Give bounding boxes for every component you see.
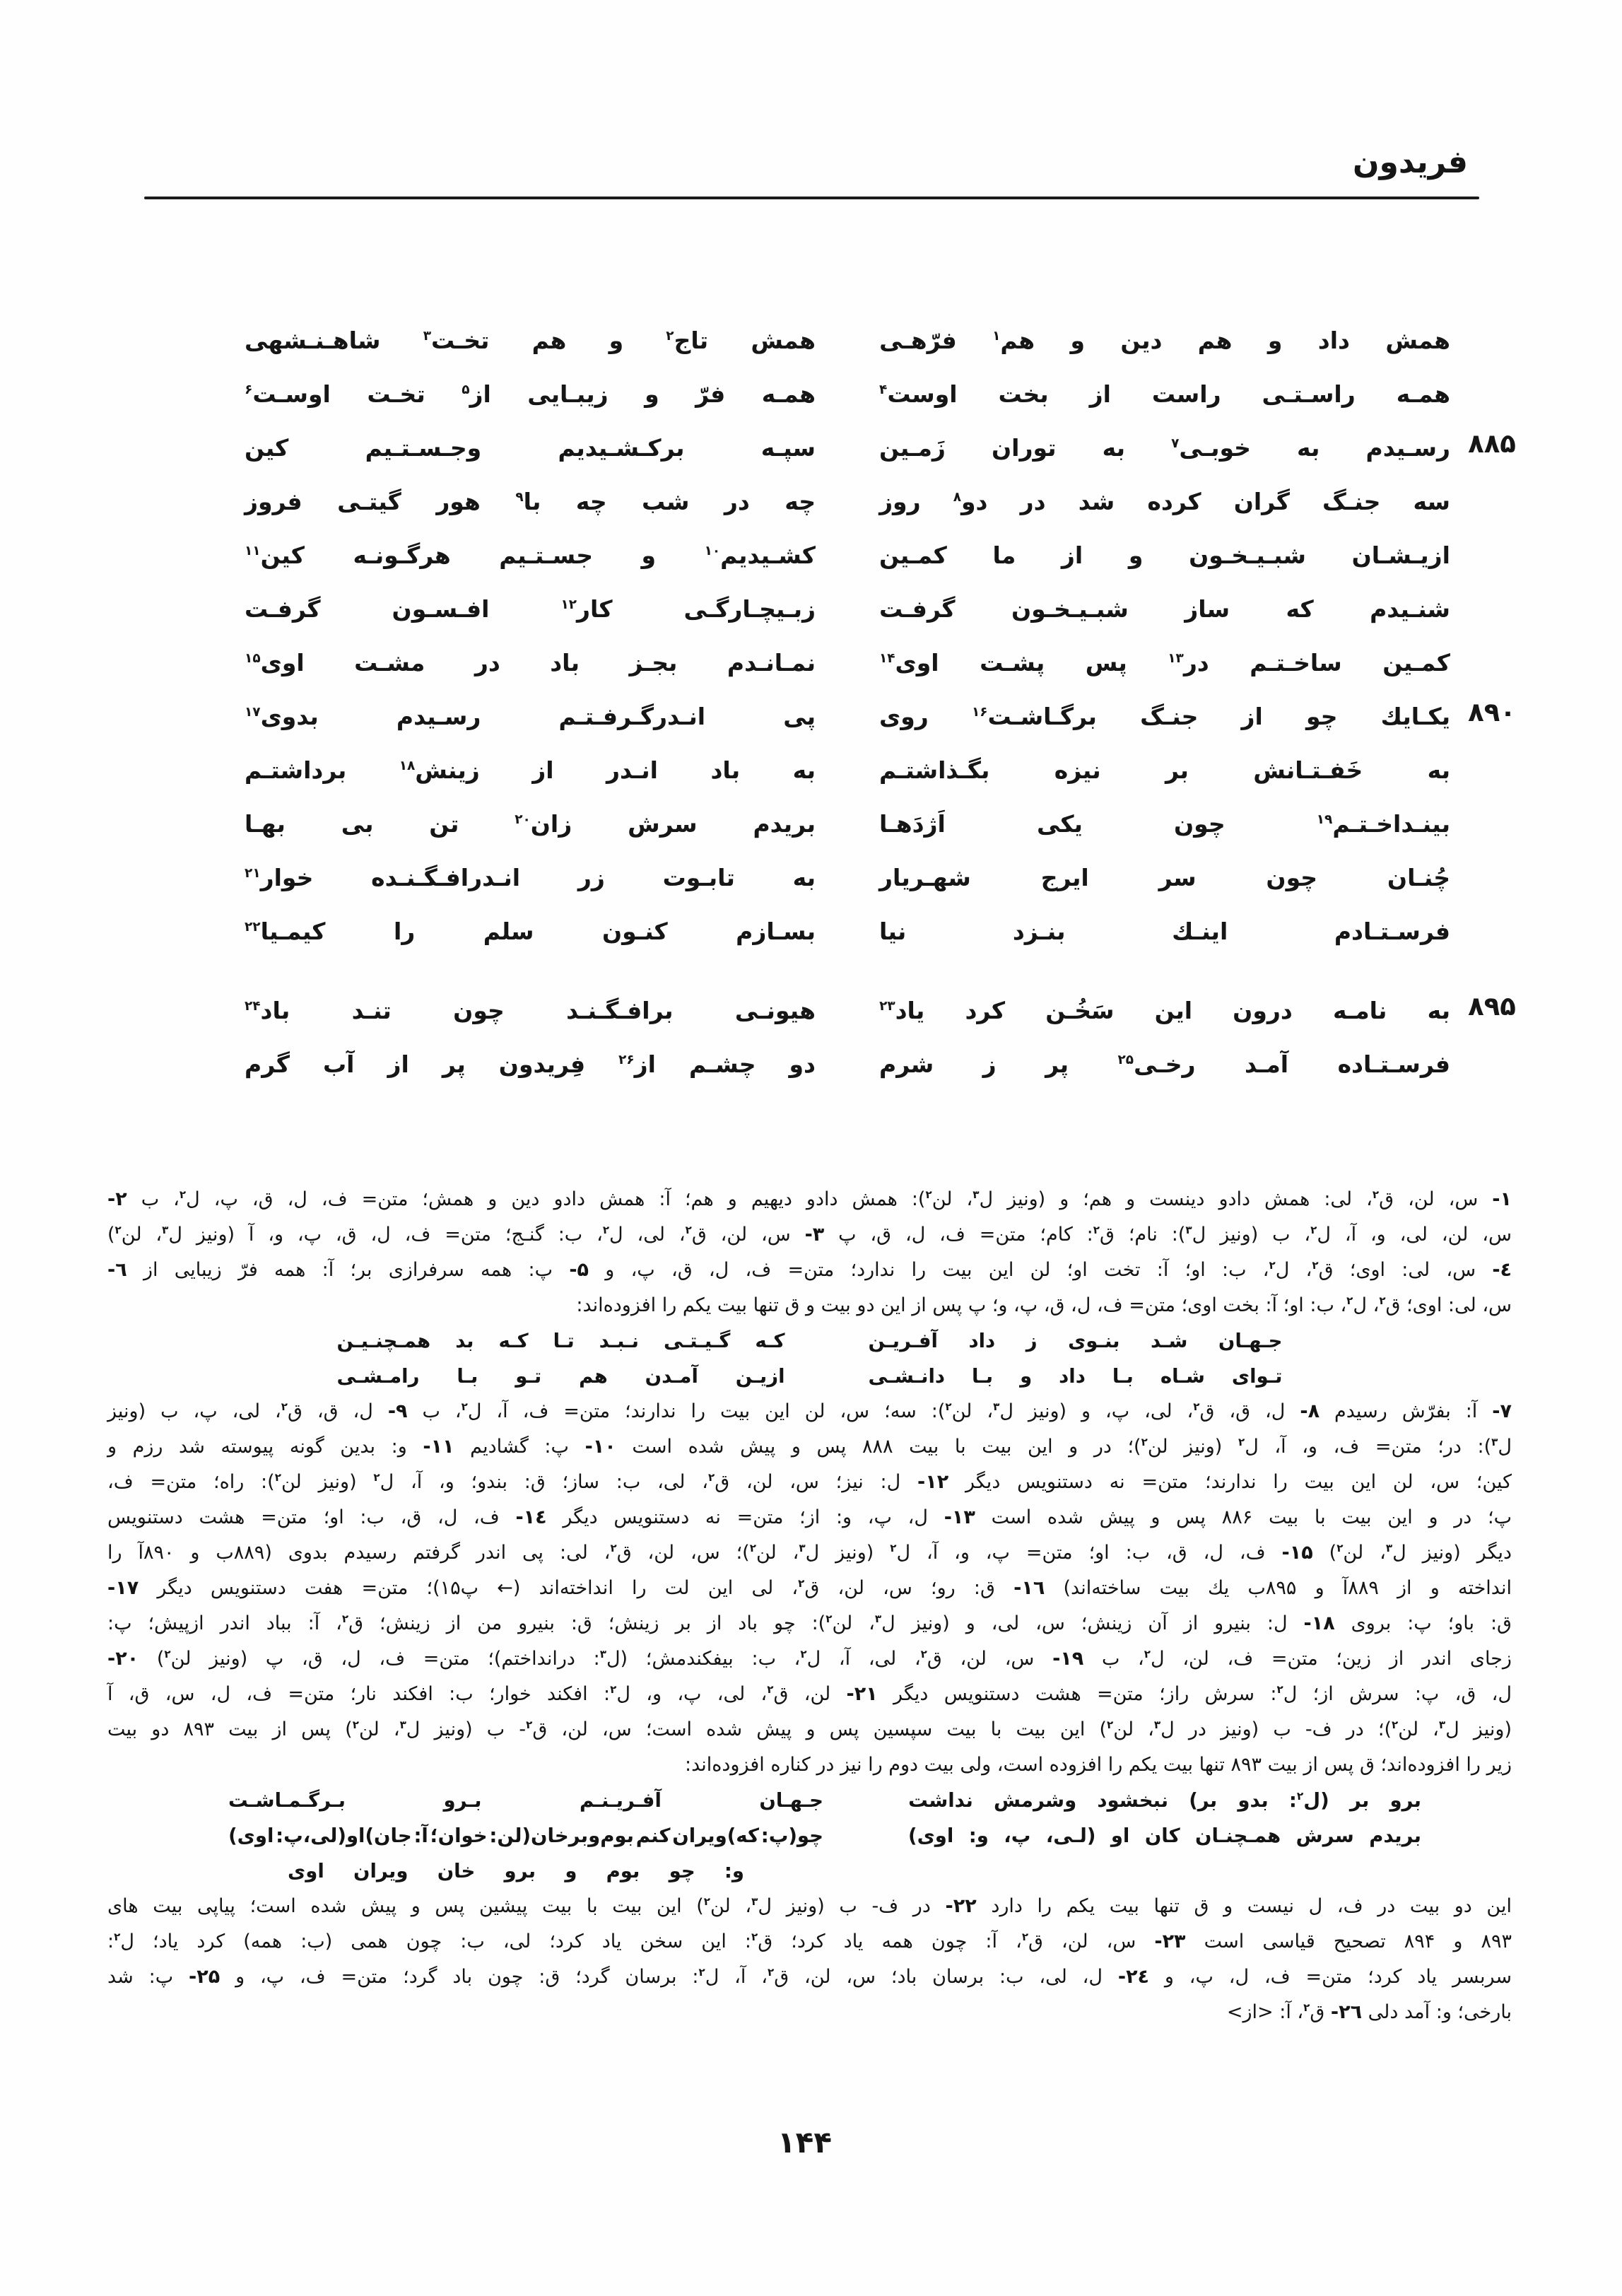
verse-number: ۸۸۵ <box>1468 428 1516 459</box>
poem <box>0 314 1622 1091</box>
apparatus-line: زجای اندر از زین؛ متن= ف، لن، ل$^۲$، ب ۱۹- س، لن، ق$^۲$، لی، آ، ل$^۲$، ب: بیفکندمش؛ (ل$^۳$: درانداختم)؛ متن= ف، ل، ق، پ (ونیز لن$^۲$) ۲۰- <box>107 1648 1512 1670</box>
poem-row <box>0 368 1622 421</box>
apparatus-verse-right: تـوای شـاه بـا داد و بـا دانـشـی <box>868 1365 1283 1388</box>
hemistich-left: زبـیچـارگـی کار$^{۱۲}$ افـسـون گرفـت <box>245 595 816 623</box>
apparatus-verse-left: ازیـن آمـدن هم تـو بـا رامـشـی <box>336 1365 785 1388</box>
apparatus-line: ق: باو؛ پ: بروی ۱۸- ل: بنیرو از آن زینش؛ س، لی، و (ونیز ل$^۳$، لن$^۲$): چو باد از بر زینش؛ ق: بنیرو من از زینش؛ ق$^۲$، آ: بباد اندر ازپیش؛ پ: <box>107 1612 1512 1634</box>
apparatus-line: س، لی: اوی؛ ق$^۲$، ل$^۲$، ب: او؛ آ: بخت اوی؛ متن= ف، ل، ق، پ، و؛ پ پس از این دو بیت و ق تنها بیت یکم را افزوده‌اند: <box>576 1294 1512 1316</box>
apparatus-line: سربسر یاد کرد؛ متن= ف، ل، پ، و ۲٤- ل، لی، ب: برسان باد؛ س، لن، ق$^۲$، آ، ل$^۲$: برسان گرد؛ ق: چون باد گرد؛ متن= ف، پ، و ۲۵- پ: شد <box>107 1966 1512 1988</box>
verse-number: ۸۹۵ <box>1468 991 1516 1021</box>
poem-row <box>0 475 1622 529</box>
verse-number: ۸۹۰ <box>1468 697 1516 727</box>
poem-row <box>0 314 1622 368</box>
apparatus-verse-single: و: چو بوم و برو خان ویران اوی <box>288 1860 744 1882</box>
poem-row <box>0 690 1622 744</box>
apparatus-line: زیر را افزوده‌اند؛ ق پس از بیت ۸۹۳ تنها بیت یکم را افزوده است، ولی بیت دوم را نیز در کناره افزوده‌اند: <box>684 1754 1512 1776</box>
hemistich-left: سپـه برکـشـیدیم وجـسـتـیم کین <box>245 434 816 462</box>
apparatus-line: ٤- س، لی: اوی؛ ق$^۲$، ل$^۲$، ب: او؛ آ: تخت او؛ لن این بیت را ندارد؛ متن= ف، ل، ق، پ، و ۵- پ: همه سرفرازی بر؛ آ: همه فرّ زیبایی از ٦- <box>107 1259 1512 1281</box>
apparatus-verse-right: بریدم سرش همـچنـان کان او (لـی، پ، و: اوی) <box>908 1824 1421 1847</box>
hemistich-left: به تابـوت زر انـدرافـگـنـده خوار$^{۲۱}$ <box>245 864 816 891</box>
apparatus-line: ل$^۳$): در؛ متن= ف، و، آ، ل$^۲$ (ونیز لن$^۲$)؛ در و این بیت با بیت ۸۸۸ پس و پیش شده است ۱۰- پ: گشادیم ۱۱- و: بدین گونه پیوسته شد رزم و <box>107 1436 1512 1458</box>
apparatus <box>107 1182 1512 2030</box>
apparatus-line: ل، ق، پ: سرش از؛ ل$^۲$: سرش راز؛ متن= هشت دستنویس دیگر ۲۱- لن، ق$^۲$، لی، پ، و، ل$^۲$: افکند خوار؛ ب: افکند نار؛ متن= ف، ل، س، ق، آ <box>107 1683 1512 1705</box>
apparatus-quoted-verse <box>107 1853 1512 1889</box>
hemistich-right: همـه راسـتـی راست از بخت اوست$^۴$ <box>879 380 1450 408</box>
apparatus-line: (ونیز ل$^۳$، لن$^۲$)؛ در ف- ب (ونیز در ل$^۳$، لن$^۲$) این بیت با بیت سپسین پس و پیش شده است؛ س، لن، ق$^۲$- ب (ونیز ل$^۳$، لن$^۲$) پس از بیت ۸۹۳ دو بیت <box>107 1718 1512 1740</box>
hemistich-left: چه در شب چه با$^۹$ هور گیتـی فروز <box>245 488 816 515</box>
apparatus-quoted-verse <box>107 1359 1512 1394</box>
hemistich-right: شنـیدم که ساز شبـیـخـون گرفـت <box>879 595 1450 623</box>
apparatus-quoted-verse <box>107 1323 1512 1359</box>
poem-row <box>0 797 1622 851</box>
apparatus-verse-left: کـه گـیـتـی نـبـد تـا کـه بد همـچنـیـن <box>336 1330 785 1352</box>
apparatus-line: این دو بیت در ف، ل نیست و ق تنها بیت یکم را دارد ۲۲- در ف- ب (ونیز ل$^۳$، لن$^۲$) این بیت با بیت پیشین پس و پیش شده است؛ پیاپی بیت های <box>107 1895 1512 1917</box>
apparatus-verse-left: جـهـان آفـریـنـم بـرو بـرگـمـاشـت <box>228 1789 823 1812</box>
hemistich-right: همش داد و هم دین و هم$^۱$ فرّهـی <box>879 327 1450 354</box>
apparatus-line: س، لن، لی، و، آ، ل$^۲$، ب (ونیز ل$^۳$): نام؛ ق$^۲$: کام؛ متن= ف، ل، ق، پ ۳- س، لن، ق$^۲$، لی، ل$^۲$، ب: گنـج؛ متن= ف، ل، ق، پ، و، آ (ونیز ل$^۳$، لن$^۲$) <box>107 1224 1512 1246</box>
apparatus-line: کین؛ س، لن این بیت را ندارند؛ متن= نه دستنویس دیگر ۱۲- ل: نیز؛ س، لن، ق$^۲$، لی، ب: ساز؛ ق: بندو؛ و، آ، ل$^۲$ (ونیز لن$^۲$): راه؛ متن= ف، <box>107 1471 1512 1493</box>
apparatus-verse-right: جـهـان شـد بنـوی ز داد آفـریـن <box>868 1330 1283 1352</box>
hemistich-right: بینـداخـتـم$^{۱۹}$ چون یکی اَژدَهـا <box>879 810 1450 838</box>
hemistich-right: سه جنـگ گران کرده شد در دو$^۸$ روز <box>879 488 1450 515</box>
page-title: فریدون <box>1352 144 1468 180</box>
apparatus-verse-left: چو(پ: که)ویران کنم بوم‌وبرخان(لن: خوان؛ آ: جان)او(لی،پ: اوی) <box>228 1824 823 1847</box>
hemistich-left: پی انـدرگـرفـتـم رسـیدم بدوی$^{۱۷}$ <box>245 703 816 730</box>
poem-row <box>0 984 1622 1038</box>
page-number: ۱۴۴ <box>777 2125 832 2160</box>
poem-row <box>0 905 1622 959</box>
hemistich-right: به خَفـتـانش بر نیزه بگـذاشتـم <box>879 756 1450 784</box>
hemistich-left: همـه فرّ و زیبـایی از$^۵$ تخـت اوسـت$^۶$ <box>245 380 816 408</box>
apparatus-quoted-verse <box>107 1783 1512 1818</box>
apparatus-quoted-verse <box>107 1818 1512 1853</box>
poem-row <box>0 744 1622 797</box>
apparatus-line: پ؛ در و این بیت با بیت ۸۸۶ پس و پیش شده است ۱۳- ل، پ، و: از؛ متن= نه دستنویس دیگر ۱٤- ف، ل، ق، ب: او؛ متن= هشت دستنویس <box>107 1506 1512 1528</box>
hemistich-right: ازیـشـان شبـیـخـون و از ما کمـین <box>879 541 1450 569</box>
hemistich-left: کشـیدیم$^{۱۰}$ و جسـتـیم هرگـونـه کین$^{۱۱}$ <box>245 541 816 569</box>
poem-row <box>0 636 1622 690</box>
hemistich-right: فرسـتـادم اینـك بنـزد نیا <box>879 918 1450 945</box>
apparatus-line: ۷- آ: بفرّش رسیدم ۸- ل، ق، ق$^۲$، لی، پ، و (ونیز ل$^۳$، لن$^۲$): سه؛ س، لن این بیت را ندارند؛ متن= ف، آ، ل$^۲$، ب ۹- ل، ق، ق$^۲$، لی، پ، ب (ونیز <box>107 1400 1512 1422</box>
hemistich-right: فرسـتـاده آمـد رخـی$^{۲۵}$ پر ز شرم <box>879 1050 1450 1078</box>
header-rule <box>144 197 1479 199</box>
poem-row <box>0 1038 1622 1091</box>
hemistich-right: به نامـه درون این سَخُـن کرد یاد$^{۲۳}$ <box>879 997 1450 1024</box>
hemistich-right: رسـیدم به خوبـی$^۷$ به توران زَمـین <box>879 434 1450 462</box>
apparatus-line: انداخته و از ۸۸۹آ و ۸۹۵ب یك بیت ساخته‌اند) ۱٦- ق: رو؛ س، لن، ق$^۲$، لی این لت را انداخته‌اند (← پ۱۵)؛ متن= هفت دستنویس دیگر ۱۷- <box>107 1577 1512 1599</box>
hemistich-right: چُنـان چون سر ایرج شهـریار <box>879 864 1450 891</box>
hemistich-left: دو چشـم از$^{۲۶}$ فِریدون پر از آب گرم <box>245 1050 816 1078</box>
apparatus-line: دیگر (ونیز ل$^۳$، لن$^۲$) ۱۵- ف، ل، ق، ب: او؛ متن= پ، و، آ، ل$^۲$ (ونیز ل$^۳$، لن$^۲$)؛ س، لن، ق$^۲$، لی: پی اندر گرفتم رسیدم بدوی (۸۸۹ب و ۸۹۰آ را <box>107 1542 1512 1564</box>
poem-row <box>0 582 1622 636</box>
hemistich-left: به باد انـدر از زینش$^{۱۸}$ برداشتـم <box>245 756 816 784</box>
hemistich-left: بریدم سرش زان$^{۲۰}$ تن بی بهـا <box>245 810 816 838</box>
poem-row <box>0 529 1622 582</box>
hemistich-left: هیونـی برافـگـنـد چون تنـد باد$^{۲۴}$ <box>245 997 816 1024</box>
hemistich-left: نمـانـدم بجـز باد در مشـت اوی$^{۱۵}$ <box>245 649 816 676</box>
hemistich-right: یکـایك چو از جنـگ برگـاشـت$^{۱۶}$ روی <box>879 703 1450 730</box>
hemistich-right: کمـین ساخـتـم در$^{۱۳}$ پس پشـت اوی$^{۱۴}$ <box>879 649 1450 676</box>
apparatus-line: ۸۹۳ و ۸۹۴ تصحیح قیاسی است ۲۳- س، لن، ق$^۲$، آ: چون همه یاد کرد؛ ق$^۲$: این سخن یاد کرد؛ لی، ب: چون همی (ب: همه) کرد یاد؛ ل$^۲$: <box>107 1931 1512 1952</box>
apparatus-line: ۱- س، لن، ق$^۲$، لی: همش دادو دینست و هم؛ و (ونیز ل$^۳$، لن$^۲$): همش دادو دیهیم و هم؛ آ: همش دادو دین و همش؛ متن= ف، ل، ق، پ، ل$^۲$، ب ۲- <box>107 1188 1512 1210</box>
hemistich-left: همش تاج$^۲$ و هم تخـت$^۳$ شاهـنـشهی <box>245 327 816 354</box>
apparatus-line: بارخی؛ و: آمد دلی ۲٦- ق$^۲$، آ: <از> <box>1226 2001 1512 2023</box>
apparatus-verse-right: برو بر (ل$^۲$: بدو بر) نبخشود وشرمش نداشت <box>908 1789 1421 1812</box>
hemistich-left: بسـازم کنـون سلم را کیمـیا$^{۲۲}$ <box>245 918 816 945</box>
poem-row <box>0 421 1622 475</box>
poem-row <box>0 851 1622 905</box>
